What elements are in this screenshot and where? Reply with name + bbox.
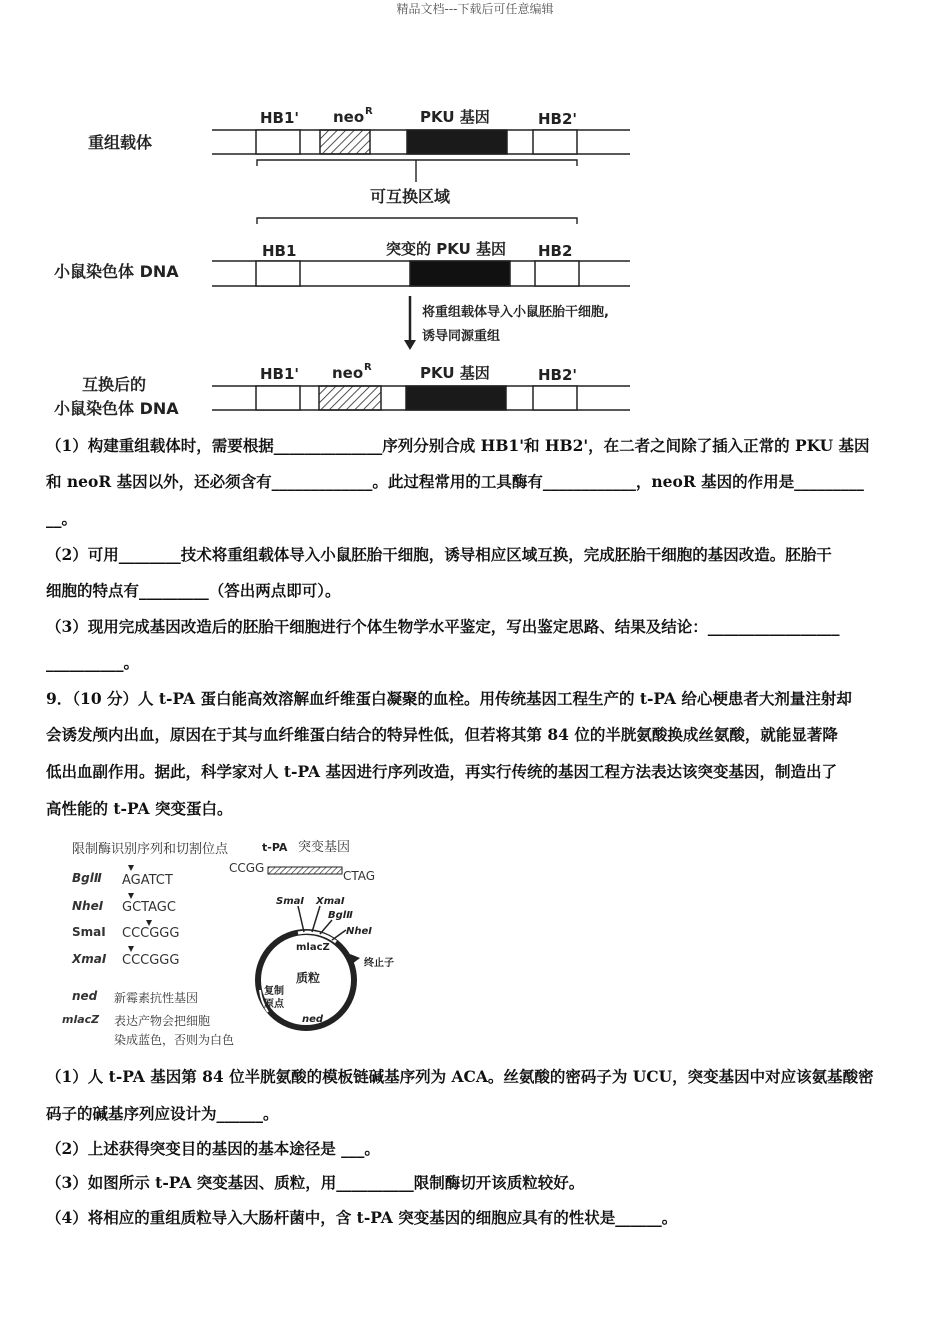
enzyme-name-nhe: NheⅠ <box>72 899 104 913</box>
cut-marker-bgl <box>128 865 134 871</box>
legend-ned-key: ned <box>72 989 98 1003</box>
q9-stem-line3: 低出血副作用。据此，科学家对人 t-PA 基因进行序列改造，再实行传统的基因工程方法表达该突变基因，制造出了 <box>46 762 837 781</box>
hb2-label: HB2 <box>538 242 573 260</box>
q8-part2-line2: 细胞的特点有_________（答出两点即可）。 <box>46 581 341 600</box>
tpa-suffix: 突变基因 <box>298 840 351 855</box>
row3-pku-label: PKU 基因 <box>420 364 490 382</box>
q8-part3-line1: （3）现用完成基因改造后的胚胎干细胞进行个体生物学水平鉴定，写出鉴定思路、结果及结论：_________________ <box>46 617 840 636</box>
pku-label: PKU 基因 <box>420 108 490 126</box>
q8-part2-line1: （2）可用________技术将重组载体导入小鼠胚胎干细胞，诱导相应区域互换，完成胚胎干细胞的基因改造。胚胎干 <box>46 545 832 564</box>
q8-part3-line2: __________。 <box>46 653 140 672</box>
q9-stem-line1: 9．（10 分）人 t-PA 蛋白能高效溶解血纤维蛋白凝聚的血栓。用传统基因工程生产的 t-PA 给心梗患者大剂量注射却 <box>46 689 852 708</box>
neo-sup: R <box>365 106 373 117</box>
mutant-pku-label: 突变的 PKU 基因 <box>386 240 506 258</box>
tpa-right-end: CTAG <box>343 869 376 883</box>
enzyme-table-title: 限制酶识别序列和切割位点 <box>72 842 229 857</box>
enzyme-name-bgl: BglⅡ <box>72 871 102 885</box>
sma-site-label: SmaⅠ <box>276 896 305 907</box>
arrow-note-line1: 将重组载体导入小鼠胚胎干细胞, <box>422 305 609 320</box>
hb2p-label: HB2' <box>538 110 578 128</box>
cut-marker-xma <box>128 946 134 952</box>
row3-label-line1: 互换后的 <box>82 375 147 394</box>
xma-site-label: XmaⅠ <box>316 896 345 907</box>
tpa-label: t-PA <box>262 841 288 854</box>
enzyme-name-xma: XmaⅠ <box>72 952 107 966</box>
exchanged-dna-row <box>212 362 630 410</box>
ori-label-line1: 复制 <box>264 986 284 997</box>
legend-mlacz-desc: 表达产物会把细胞 <box>114 1014 211 1028</box>
tpa-gene-bar <box>268 867 342 874</box>
legend-mlacz-key: mlacZ <box>62 1013 100 1026</box>
q8-part1-line3: __。 <box>46 509 78 528</box>
row3-hb2p-label: HB2' <box>538 366 578 384</box>
cut-marker-nhe <box>128 893 134 899</box>
ned-plasmid-label: ned <box>302 1014 324 1025</box>
enzyme-site-bgl: AGATCT <box>122 873 173 888</box>
mouse-dna-row <box>212 240 630 286</box>
q9-stem-line4: 高性能的 t-PA 突变蛋白。 <box>46 799 233 818</box>
recombination-diagram <box>40 96 660 426</box>
ori-label-line2: 原点 <box>264 999 284 1010</box>
q9-stem-line2: 会诱发颅内出血，原因在于其与血纤维蛋白结合的特异性低，但若将其第 84 位的半胱氨酸换成丝氨酸，就能显著降 <box>46 725 838 744</box>
neo-label: neo <box>333 108 365 126</box>
vector-row <box>212 106 630 154</box>
enzyme-name-sma: SmaⅠ <box>72 925 106 939</box>
q9-part2: （2）上述获得突变目的基因的基本途径是 ___。 <box>46 1139 380 1158</box>
q8-part1-line2: 和 neoR 基因以外，还必须含有_____________。此过程常用的工具酶有____________，neoR 基因的作用是_________ <box>46 472 864 491</box>
q9-part1-line2: 码子的碱基序列应设计为______。 <box>46 1104 279 1123</box>
row2-label: 小鼠染色体 DNA <box>54 262 179 281</box>
enzyme-site-xma: CCCGGG <box>122 953 180 968</box>
hb1-label: HB1 <box>262 242 297 260</box>
q9-part4: （4）将相应的重组质粒导入大肠杆菌中，含 t-PA 突变基因的细胞应具有的性状是______。 <box>46 1208 678 1227</box>
enzyme-site-sma: CCCGGG <box>122 926 180 941</box>
arrow-note-line2: 诱导同源重组 <box>422 329 501 344</box>
legend-mlacz-desc-cont: 染成蓝色，否则为白色 <box>114 1033 235 1047</box>
page-header: 精品文档---下载后可任意编辑 <box>396 2 554 16</box>
nhe-site-label: NheⅠ <box>346 926 372 937</box>
row3-neo-label: neo <box>332 364 364 382</box>
terminator-label: 终止子 <box>364 958 394 969</box>
hb1p-label: HB1' <box>260 109 300 127</box>
q9-part1-line1: （1）人 t-PA 基因第 84 位半胱氨酸的模板链碱基序列为 ACA。丝氨酸的密码子为 UCU，突变基因中对应该氨基酸密 <box>46 1067 874 1086</box>
row3-label-line2: 小鼠染色体 DNA <box>54 399 179 418</box>
plasmid-diagram <box>40 836 420 1054</box>
legend-ned-desc: 新霉素抗性基因 <box>114 991 199 1005</box>
row3-neo-sup: R <box>364 362 372 373</box>
plasmid-label: 质粒 <box>296 971 321 985</box>
q9-part3: （3）如图所示 t-PA 突变基因、质粒，用__________限制酶切开该质粒较好。 <box>46 1173 585 1192</box>
enzyme-site-nhe: GCTAGC <box>122 900 176 915</box>
q8-part1-line1: （1）构建重组载体时，需要根据______________序列分别合成 HB1'和 HB2'，在二者之间除了插入正常的 PKU 基因 <box>46 436 870 455</box>
row1-label: 重组载体 <box>88 133 153 152</box>
tpa-left-end: CCGG <box>229 861 265 875</box>
row3-hb1p-label: HB1' <box>260 365 300 383</box>
mlacz-label: mlacZ <box>296 942 330 953</box>
exchange-region-label: 可互换区域 <box>370 187 451 206</box>
bgl-site-label: BglⅡ <box>328 910 353 921</box>
